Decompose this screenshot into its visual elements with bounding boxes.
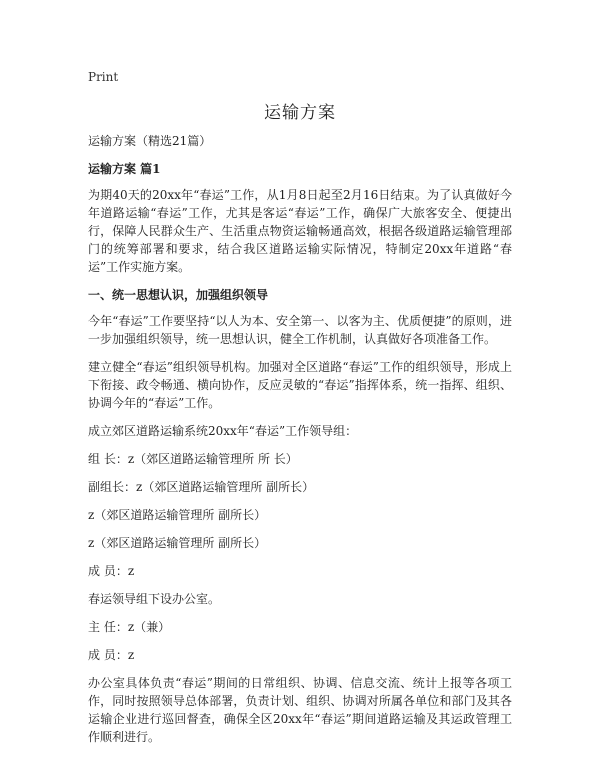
intro-paragraph: 为期40天的20xx年“春运”工作，从1月8日起至2月16日结束。为了认真做好今年道路运输“春运”工作，尤其是客运“春运”工作，确保广大旅客安全、便捷出行，保障人民群众生产、生活重点物资运输畅通高效，根据各级道路运输管理部门的统筹部署和要求，结合我区道路运输实际情况，特制定20xx年道路“春运”工作实施方案。 — [88, 188, 512, 274]
line-director: 主 任：z（兼） — [88, 620, 171, 634]
document-body — [88, 132, 512, 756]
document-title: 运输方案 — [264, 103, 336, 123]
line-members: 成 员：z — [88, 564, 135, 578]
line-office: 春运领导组下设办公室。 — [88, 592, 221, 606]
paragraph-office-duties: 办公室具体负责“春运”期间的日常组织、协调、信息交流、统计上报等各项工作，同时按照领导总体部署，负责计划、组织、协调对所属各单位和部门及其各运输企业进行巡回督查，确保全区20xx年“春运”期间道路运输及其运政管理工作顺利进行。 — [88, 676, 512, 744]
line-members-2: 成 员：z — [88, 648, 135, 662]
heading-unify-thinking: 一、统一思想认识，加强组织领导 — [88, 288, 269, 302]
line-deputy-2: z（郊区道路运输管理所 副所长） — [88, 508, 267, 522]
line-deputy-leader: 副组长：z（郊区道路运输管理所 副所长） — [88, 480, 315, 494]
print-link[interactable]: Print — [88, 70, 119, 84]
section-title: 运输方案 篇1 — [88, 162, 161, 176]
paragraph-leadership-group: 成立郊区道路运输系统20xx年“春运”工作领导组： — [88, 424, 358, 438]
paragraph-principles: 今年“春运”工作要坚持“以人为本、安全第一、以客为主、优质便捷”的原则，进一步加强组织领导，统一思想认识，健全工作机制，认真做好各项准备工作。 — [88, 314, 512, 346]
paragraph-organization: 建立健全“春运”组织领导机构。加强对全区道路“春运”工作的组织领导，形成上下衔接、政令畅通、横向协作，反应灵敏的“春运”指挥体系，统一指挥、组织、协调今年的“春运”工作。 — [88, 360, 512, 410]
line-group-leader: 组 长：z（郊区道路运输管理所 所 长） — [88, 452, 298, 466]
document-subtitle: 运输方案（精选21篇） — [88, 134, 212, 148]
line-deputy-3: z（郊区道路运输管理所 副所长） — [88, 536, 267, 550]
